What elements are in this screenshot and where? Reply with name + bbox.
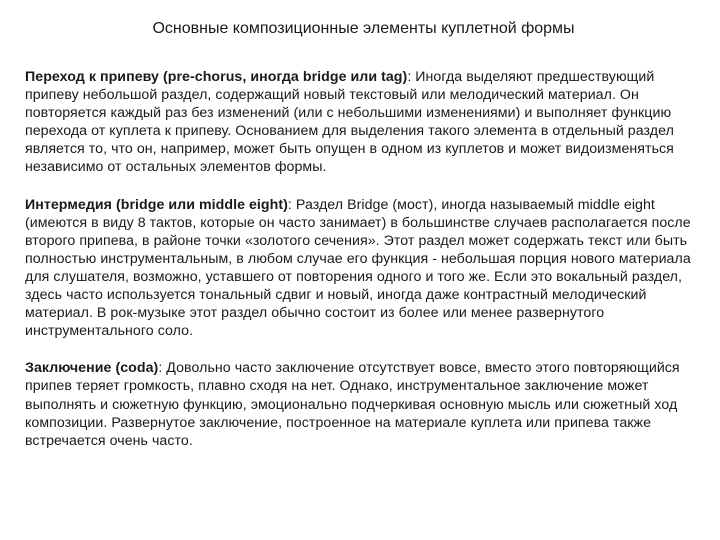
section-text: : Довольно часто заключение отсутствует вовсе, вместо этого повторяющийся припев теряет громкость, плавно сходя на нет. Однако, инструментальное заключение может выполнять и сюжетную функцию, эмоционально подчеркивая основную мысль или сюжетный ход композиции. Развернутое заключение, построенное на материале куплета или припева также встречается очень часто. xyxy=(25,360,680,449)
section-term: Интермедия (bridge или middle eight) xyxy=(25,196,288,213)
slide-title: Основные композиционные элементы куплетной формы xyxy=(152,20,575,37)
section-term: Заключение (coda) xyxy=(25,360,159,377)
section-term: Переход к припеву (pre-chorus, иногда bridge или tag) xyxy=(25,69,408,85)
section-coda xyxy=(25,359,702,449)
section-text: : Раздел Bridge (мост), иногда называемый middle eight (имеются в виду 8 тактов, которые он часто занимает) в большинстве случаев располагается после второго припева, в районе точки «золотого сечения». Этот раздел может содержать текст или быть полностью инструментальным, в любом случае его функция - небольшая порция нового материала для слушателя, возможно, уставшего от повторения одного и того же. Если это вокальный раздел, здесь часто используется тональный сдвиг и новый, иногда даже контрастный мелодический материал. В рок-музыке этот раздел обычно состоит из более или менее развернутого инструментального соло. xyxy=(25,196,691,340)
section-pre-chorus xyxy=(25,68,702,177)
section-bridge xyxy=(25,196,702,341)
section-text: : Иногда выделяют предшествующий припеву небольшой раздел, содержащий новый текстовый или мелодический материал. Он повторяется каждый раз без изменений (или с небольшими изменениями) и выполняет функцию перехода от куплета к припеву. Основанием для выделения такого элемента в отдельный раздел является то, что он, например, может быть опущен в одном из куплетов и может видоизменяться независимо от остальных элементов формы. xyxy=(25,69,674,176)
